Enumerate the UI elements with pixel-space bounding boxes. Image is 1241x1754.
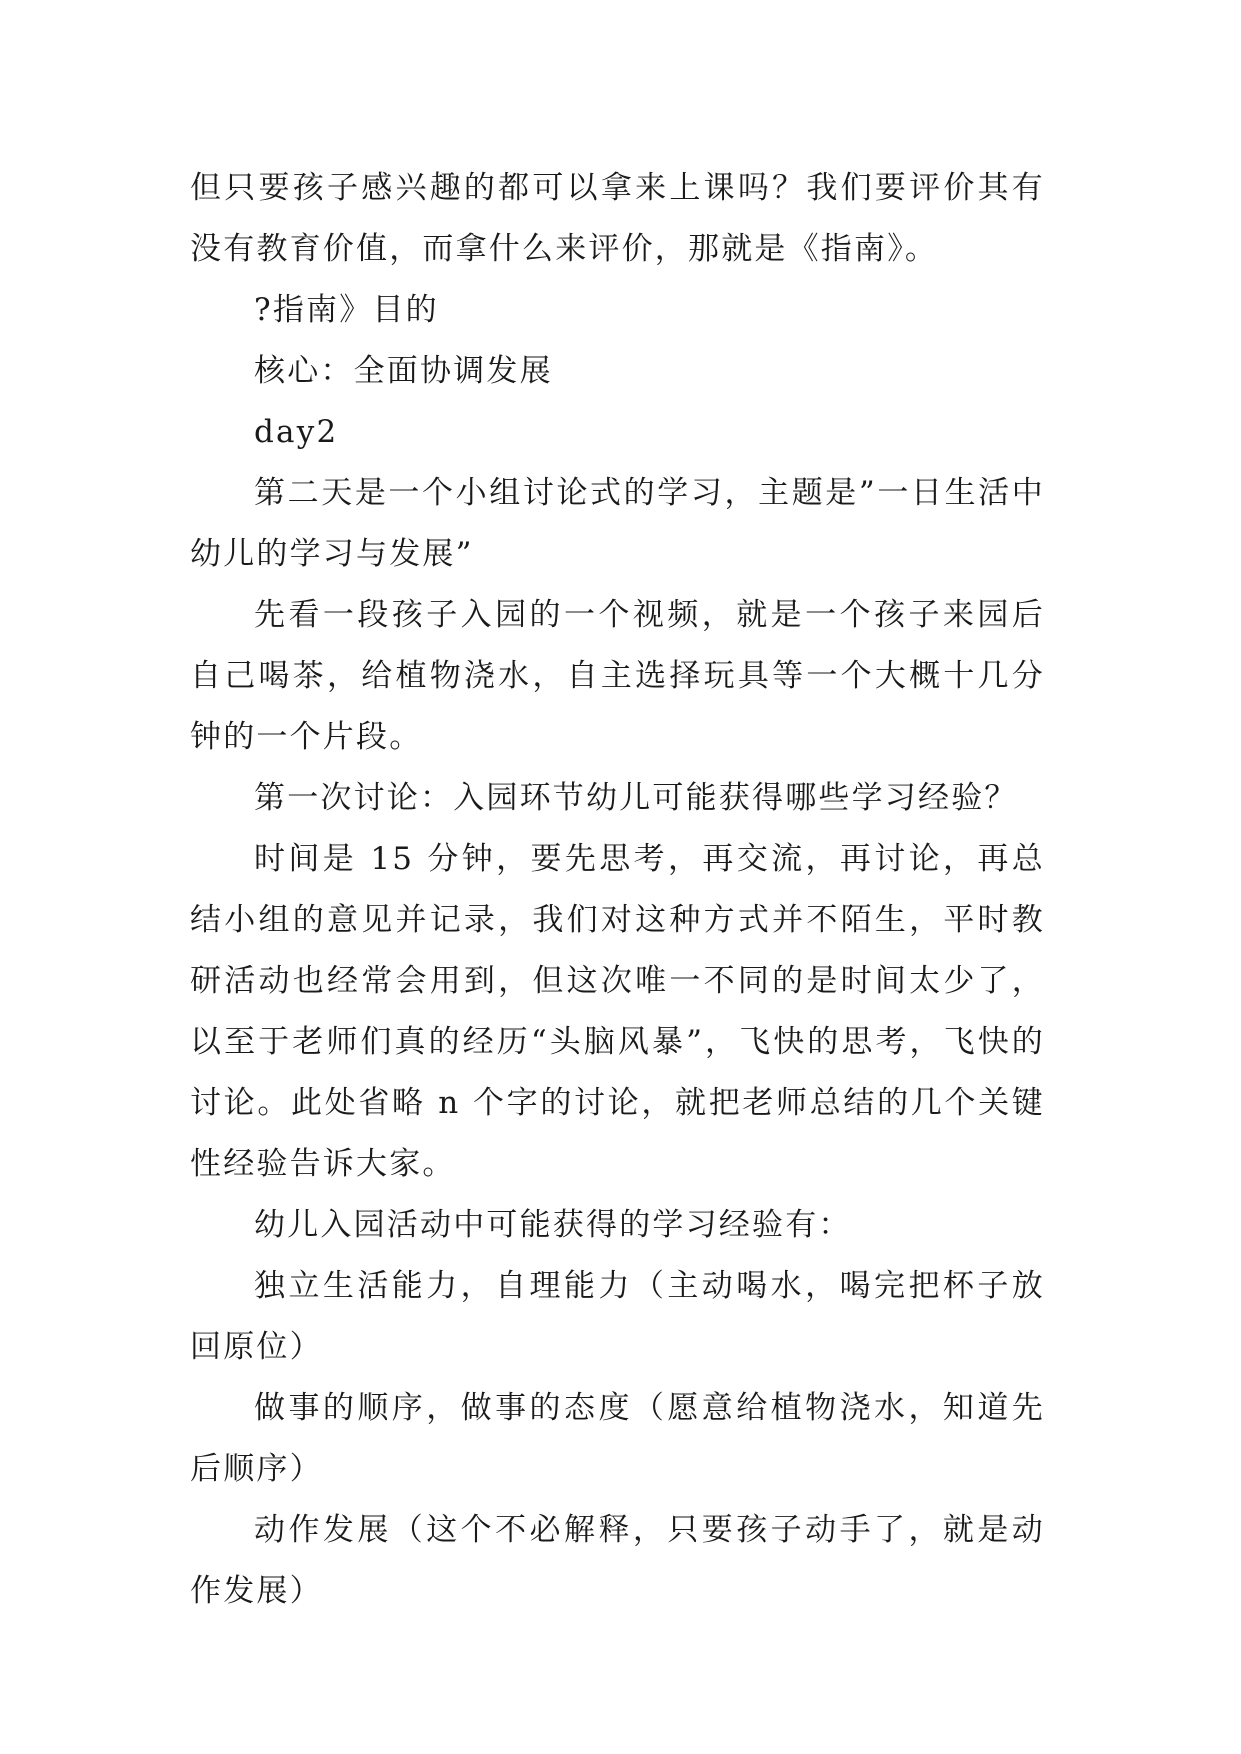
paragraph-experience-self-care: 独立生活能力，自理能力（主动喝水，喝完把杯子放回原位） <box>190 1268 1045 1365</box>
document-body <box>190 158 1045 1622</box>
paragraph-day2-heading: day2 <box>254 414 339 450</box>
paragraph-day2-topic: 第二天是一个小组讨论式的学习，主题是”一日生活中幼儿的学习与发展” <box>190 475 1045 572</box>
paragraph-guide-purpose: ?指南》目的 <box>254 292 439 328</box>
paragraph-experience-motor: 动作发展（这个不必解释，只要孩子动手了，就是动作发展） <box>190 1512 1045 1609</box>
paragraph-first-discussion: 第一次讨论：入园环节幼儿可能获得哪些学习经验？ <box>254 780 1018 816</box>
paragraph-experience-intro: 幼儿入园活动中可能获得的学习经验有： <box>254 1207 852 1243</box>
paragraph-discussion-detail: 时间是 15 分钟，要先思考，再交流，再讨论，再总结小组的意见并记录，我们对这种方式并不陌生，平时教研活动也经常会用到，但这次唯一不同的是时间太少了，以至于老师们真的经历“头脑风暴”，飞快的思考，飞快的讨论。此处省略 n 个字的讨论，就把老师总结的几个关键性经验告诉大家。 <box>190 841 1045 1182</box>
paragraph-intro: 但只要孩子感兴趣的都可以拿来上课吗？我们要评价其有没有教育价值，而拿什么来评价，那就是《指南》。 <box>190 170 1045 267</box>
paragraph-core: 核心：全面协调发展 <box>254 353 553 389</box>
paragraph-experience-order: 做事的顺序，做事的态度（愿意给植物浇水，知道先后顺序） <box>190 1390 1045 1487</box>
paragraph-video: 先看一段孩子入园的一个视频，就是一个孩子来园后自己喝茶，给植物浇水，自主选择玩具等一个大概十几分钟的一个片段。 <box>190 597 1045 755</box>
